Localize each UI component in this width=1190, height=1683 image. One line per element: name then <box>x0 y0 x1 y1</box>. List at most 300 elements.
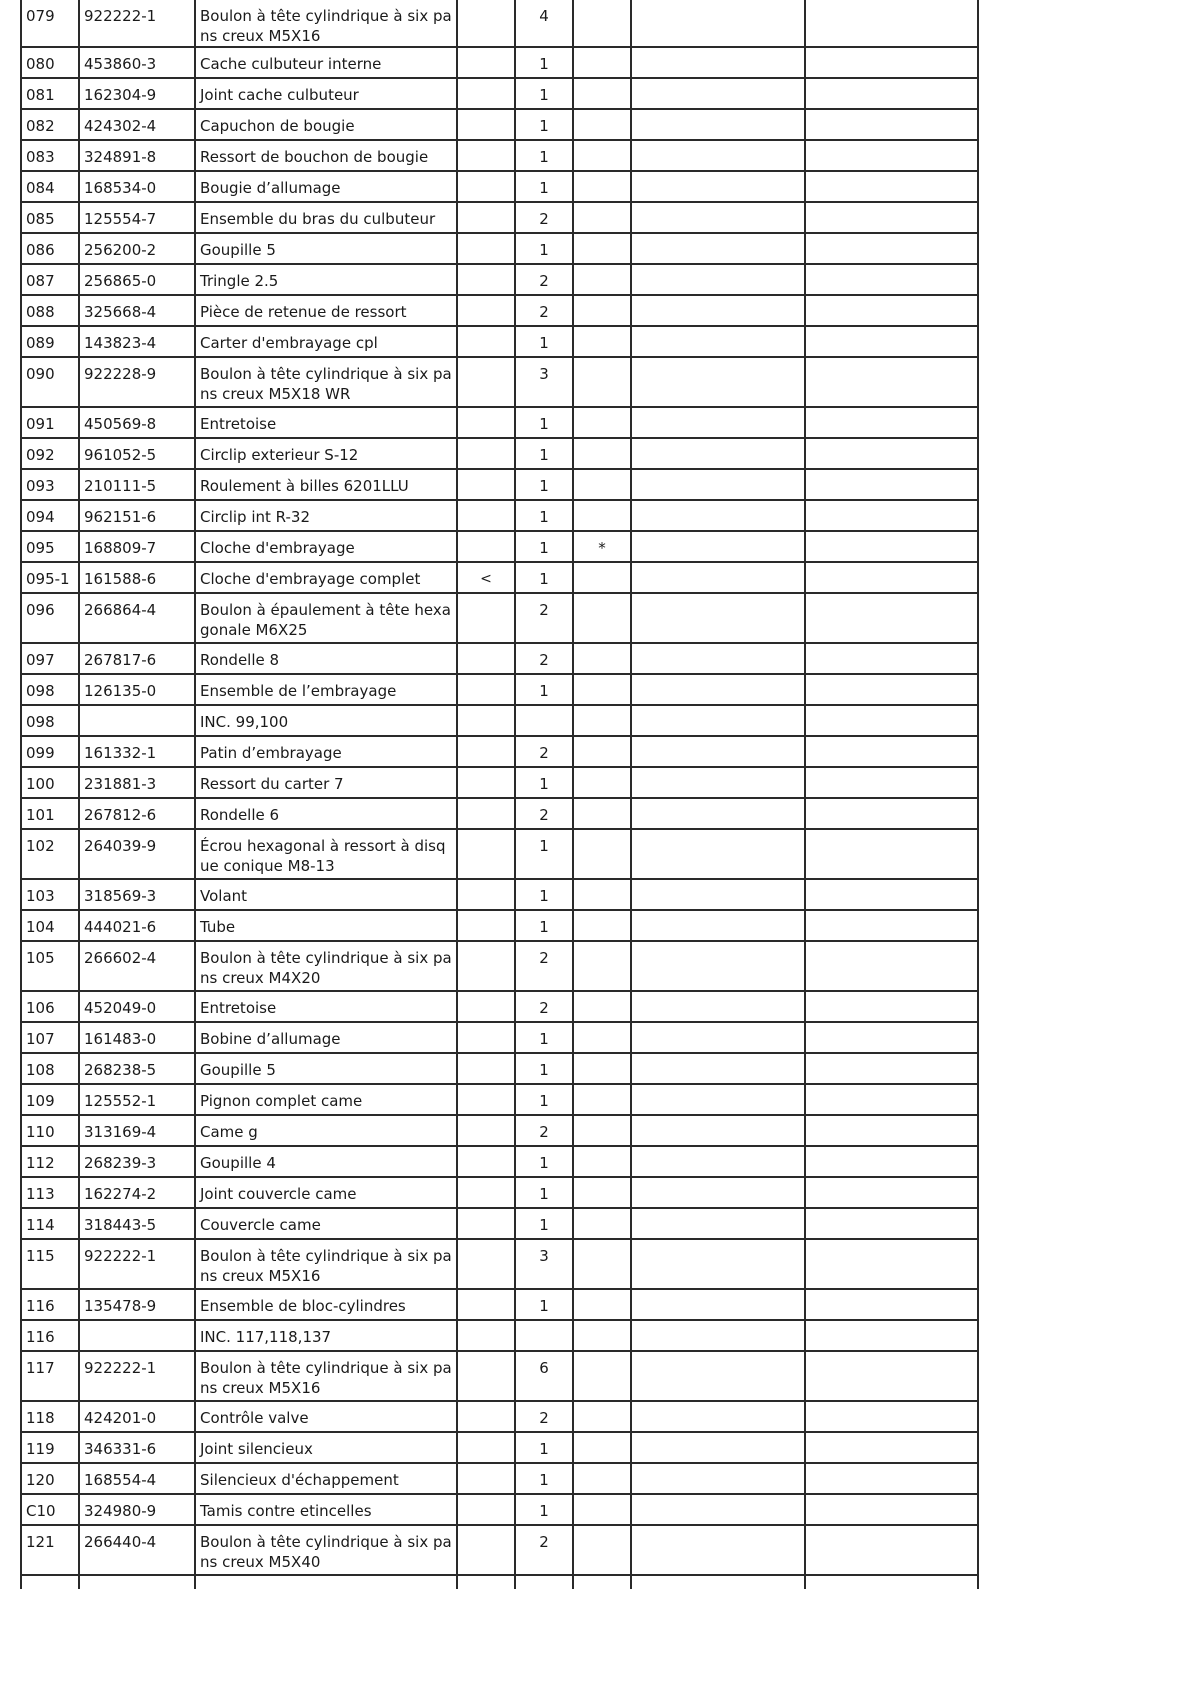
note-cell-text <box>574 768 630 774</box>
mark-cell-text <box>458 172 514 178</box>
part-code-cell-text: 162274-2 <box>84 1185 157 1203</box>
extra-column-2-cell <box>805 1053 978 1084</box>
part-code-cell-text: 922222-1 <box>84 7 157 25</box>
quantity-cell-text: 2 <box>539 744 549 762</box>
extra-column-2-cell-text <box>806 110 977 116</box>
table-row <box>21 1084 978 1115</box>
item-number-cell <box>21 991 79 1022</box>
note-cell <box>573 438 631 469</box>
description-cell-text: Pièce de retenue de ressort <box>200 303 407 321</box>
extra-column-2-cell <box>805 736 978 767</box>
extra-column-1-cell-text <box>632 1023 804 1029</box>
part-code-cell <box>79 171 195 202</box>
item-number-cell-text: 089 <box>26 334 55 352</box>
quantity-cell <box>515 1463 573 1494</box>
mark-cell <box>457 1463 515 1494</box>
description-cell <box>195 0 457 47</box>
extra-column-1-cell-text <box>632 1178 804 1184</box>
quantity-cell <box>515 910 573 941</box>
quantity-cell-text: 2 <box>539 806 549 824</box>
note-cell <box>573 1320 631 1351</box>
extra-column-2-cell <box>805 202 978 233</box>
table-row <box>21 438 978 469</box>
table-row <box>21 469 978 500</box>
item-number-cell <box>21 1494 79 1525</box>
mark-cell-text <box>458 1526 514 1532</box>
quantity-cell <box>515 407 573 438</box>
part-code-cell <box>79 407 195 438</box>
item-number-cell <box>21 531 79 562</box>
extra-column-2-cell-text <box>806 1464 977 1470</box>
mark-cell <box>457 1084 515 1115</box>
extra-column-1-cell-text <box>632 1352 804 1358</box>
mark-cell-text <box>458 1464 514 1470</box>
description-cell <box>195 357 457 407</box>
table-row <box>21 233 978 264</box>
extra-column-2-cell <box>805 674 978 705</box>
note-cell <box>573 357 631 407</box>
description-cell-text: Ressort de bouchon de bougie <box>200 148 429 166</box>
note-cell <box>573 500 631 531</box>
part-code-cell-text: 125554-7 <box>84 210 157 228</box>
description-cell-text: Goupille 5 <box>200 241 276 259</box>
mark-cell-text <box>458 830 514 836</box>
description-cell <box>195 500 457 531</box>
quantity-cell-text: 1 <box>539 477 549 495</box>
note-cell-text <box>574 203 630 209</box>
mark-cell <box>457 643 515 674</box>
description-cell <box>195 736 457 767</box>
mark-cell <box>457 357 515 407</box>
description-cell-text: Boulon à tête cylindrique à six pans creux M5X18 WR <box>200 365 452 403</box>
extra-column-1-cell <box>631 1084 805 1115</box>
note-cell-text <box>574 942 630 948</box>
table-row <box>21 1177 978 1208</box>
table-row <box>21 674 978 705</box>
item-number-cell <box>21 1022 79 1053</box>
table-row <box>21 1289 978 1320</box>
extra-column-1-cell <box>631 500 805 531</box>
description-cell-text: Cache culbuteur interne <box>200 55 382 73</box>
continuation-cell <box>805 1575 978 1589</box>
quantity-cell <box>515 1177 573 1208</box>
extra-column-2-cell <box>805 295 978 326</box>
mark-cell-text <box>458 79 514 85</box>
extra-column-1-cell-text <box>632 1402 804 1408</box>
quantity-cell-text: 1 <box>539 334 549 352</box>
mark-cell <box>457 1401 515 1432</box>
note-cell-text <box>574 1209 630 1215</box>
item-number-cell-text: 118 <box>26 1409 55 1427</box>
extra-column-2-cell-text <box>806 675 977 681</box>
quantity-cell-text: 1 <box>539 539 549 557</box>
part-code-cell-text: 125552-1 <box>84 1092 157 1110</box>
description-cell <box>195 326 457 357</box>
part-code-cell-text: 210111-5 <box>84 477 157 495</box>
part-code-cell <box>79 1208 195 1239</box>
mark-cell <box>457 1022 515 1053</box>
part-code-cell <box>79 438 195 469</box>
quantity-cell-text: 1 <box>539 1440 549 1458</box>
extra-column-1-cell-text <box>632 203 804 209</box>
mark-cell <box>457 407 515 438</box>
description-cell-text: Capuchon de bougie <box>200 117 355 135</box>
quantity-cell-text: 2 <box>539 651 549 669</box>
item-number-cell-text: 104 <box>26 918 55 936</box>
extra-column-1-cell <box>631 407 805 438</box>
extra-column-2-cell <box>805 326 978 357</box>
item-number-cell <box>21 1239 79 1289</box>
item-number-cell-text: 098 <box>26 682 55 700</box>
part-code-cell <box>79 357 195 407</box>
extra-column-1-cell <box>631 1208 805 1239</box>
note-cell <box>573 202 631 233</box>
mark-cell <box>457 1115 515 1146</box>
note-cell <box>573 1177 631 1208</box>
quantity-cell <box>515 674 573 705</box>
mark-cell <box>457 941 515 991</box>
extra-column-2-cell-text <box>806 1116 977 1122</box>
item-number-cell <box>21 171 79 202</box>
table-row <box>21 531 978 562</box>
mark-cell-text <box>458 768 514 774</box>
item-number-cell <box>21 78 79 109</box>
quantity-cell <box>515 140 573 171</box>
part-code-cell-text: 168809-7 <box>84 539 157 557</box>
quantity-cell <box>515 1351 573 1401</box>
extra-column-2-cell <box>805 1463 978 1494</box>
note-cell <box>573 0 631 47</box>
description-cell-text: Bougie d’allumage <box>200 179 341 197</box>
parts-list-table <box>20 0 979 1589</box>
note-cell <box>573 643 631 674</box>
description-cell <box>195 643 457 674</box>
description-cell-text: Goupille 4 <box>200 1154 276 1172</box>
table-row <box>21 736 978 767</box>
table-row <box>21 407 978 438</box>
extra-column-2-cell <box>805 1401 978 1432</box>
quantity-cell-text: 1 <box>539 241 549 259</box>
mark-cell <box>457 798 515 829</box>
quantity-cell-text: 1 <box>539 1471 549 1489</box>
extra-column-1-cell <box>631 140 805 171</box>
description-cell <box>195 78 457 109</box>
part-code-cell <box>79 767 195 798</box>
quantity-cell <box>515 643 573 674</box>
mark-cell-text <box>458 737 514 743</box>
extra-column-2-cell <box>805 407 978 438</box>
table-row <box>21 109 978 140</box>
quantity-cell-text: 2 <box>539 303 549 321</box>
quantity-cell-text: 1 <box>539 682 549 700</box>
item-number-cell <box>21 1463 79 1494</box>
item-number-cell <box>21 109 79 140</box>
extra-column-1-cell-text <box>632 172 804 178</box>
description-cell <box>195 1053 457 1084</box>
extra-column-1-cell-text <box>632 1433 804 1439</box>
item-number-cell-text: 106 <box>26 999 55 1017</box>
item-number-cell-text: 119 <box>26 1440 55 1458</box>
quantity-cell-text: 1 <box>539 775 549 793</box>
quantity-cell-text: 1 <box>539 1502 549 1520</box>
table-row <box>21 879 978 910</box>
table-row <box>21 1463 978 1494</box>
item-number-cell <box>21 879 79 910</box>
description-cell <box>195 798 457 829</box>
mark-cell-text <box>458 358 514 364</box>
item-number-cell <box>21 736 79 767</box>
part-code-cell <box>79 1084 195 1115</box>
item-number-cell-text: 081 <box>26 86 55 104</box>
quantity-cell <box>515 500 573 531</box>
note-cell-text <box>574 110 630 116</box>
mark-cell <box>457 1432 515 1463</box>
item-number-cell-text: 088 <box>26 303 55 321</box>
extra-column-1-cell <box>631 798 805 829</box>
extra-column-2-cell-text <box>806 1402 977 1408</box>
extra-column-2-cell-text <box>806 644 977 650</box>
quantity-cell-text: 1 <box>539 837 549 855</box>
extra-column-2-cell <box>805 798 978 829</box>
note-cell-text <box>574 501 630 507</box>
note-cell <box>573 78 631 109</box>
description-cell <box>195 1525 457 1575</box>
mark-cell <box>457 767 515 798</box>
mark-cell-text <box>458 408 514 414</box>
description-cell-text: INC. 99,100 <box>200 713 289 731</box>
item-number-cell-text: 092 <box>26 446 55 464</box>
note-cell-text <box>574 265 630 271</box>
part-code-cell-text: 268238-5 <box>84 1061 157 1079</box>
table-row <box>21 1525 978 1575</box>
mark-cell-text <box>458 470 514 476</box>
note-cell <box>573 171 631 202</box>
part-code-cell <box>79 295 195 326</box>
extra-column-1-cell-text <box>632 265 804 271</box>
extra-column-2-cell-text <box>806 141 977 147</box>
quantity-cell-text: 1 <box>539 1154 549 1172</box>
table-row <box>21 1320 978 1351</box>
part-code-cell <box>79 1320 195 1351</box>
item-number-cell-text: 086 <box>26 241 55 259</box>
description-cell <box>195 171 457 202</box>
extra-column-1-cell-text <box>632 110 804 116</box>
extra-column-1-cell-text <box>632 470 804 476</box>
extra-column-2-cell-text <box>806 1526 977 1532</box>
mark-cell-text <box>458 1178 514 1184</box>
note-cell <box>573 1401 631 1432</box>
extra-column-1-cell <box>631 469 805 500</box>
description-cell <box>195 109 457 140</box>
extra-column-1-cell-text <box>632 799 804 805</box>
extra-column-2-cell <box>805 1208 978 1239</box>
extra-column-2-cell-text <box>806 1495 977 1501</box>
quantity-cell-text: 1 <box>539 887 549 905</box>
part-code-cell-text: 256200-2 <box>84 241 157 259</box>
mark-cell <box>457 991 515 1022</box>
quantity-cell <box>515 798 573 829</box>
description-cell <box>195 202 457 233</box>
description-cell <box>195 233 457 264</box>
mark-cell <box>457 1320 515 1351</box>
extra-column-1-cell <box>631 1239 805 1289</box>
mark-cell-text <box>458 110 514 116</box>
item-number-cell-text: 120 <box>26 1471 55 1489</box>
note-cell-text <box>574 1321 630 1327</box>
extra-column-2-cell-text <box>806 1209 977 1215</box>
quantity-cell-text: 1 <box>539 179 549 197</box>
table-row <box>21 1022 978 1053</box>
part-code-cell-text: 324980-9 <box>84 1502 157 1520</box>
note-cell-text <box>574 992 630 998</box>
description-cell-text: Tube <box>200 918 236 936</box>
item-number-cell <box>21 1289 79 1320</box>
quantity-cell-text: 1 <box>539 1216 549 1234</box>
extra-column-1-cell-text <box>632 532 804 538</box>
note-cell-text <box>574 737 630 743</box>
extra-column-1-cell <box>631 1494 805 1525</box>
extra-column-2-cell <box>805 562 978 593</box>
extra-column-1-cell <box>631 879 805 910</box>
extra-column-2-cell <box>805 171 978 202</box>
extra-column-1-cell-text <box>632 644 804 650</box>
extra-column-1-cell <box>631 171 805 202</box>
description-cell-text: Boulon à tête cylindrique à six pans creux M4X20 <box>200 949 452 987</box>
description-cell <box>195 1401 457 1432</box>
item-number-cell <box>21 357 79 407</box>
note-cell <box>573 264 631 295</box>
part-code-cell-text: 135478-9 <box>84 1297 157 1315</box>
extra-column-1-cell-text <box>632 1495 804 1501</box>
quantity-cell-text: 2 <box>539 272 549 290</box>
quantity-cell <box>515 562 573 593</box>
item-number-cell-text: 094 <box>26 508 55 526</box>
part-code-cell-text: 346331-6 <box>84 1440 157 1458</box>
extra-column-2-cell <box>805 1494 978 1525</box>
part-code-cell-text: 267817-6 <box>84 651 157 669</box>
mark-cell <box>457 1494 515 1525</box>
description-cell <box>195 295 457 326</box>
extra-column-1-cell <box>631 1320 805 1351</box>
item-number-cell <box>21 0 79 47</box>
extra-column-2-cell <box>805 1177 978 1208</box>
mark-cell <box>457 140 515 171</box>
part-code-cell-text: 922228-9 <box>84 365 157 383</box>
item-number-cell <box>21 1115 79 1146</box>
mark-cell <box>457 562 515 593</box>
extra-column-1-cell <box>631 1177 805 1208</box>
table-row <box>21 593 978 643</box>
item-number-cell-text: 112 <box>26 1154 55 1172</box>
note-cell <box>573 1289 631 1320</box>
note-cell-text <box>574 1178 630 1184</box>
mark-cell-text <box>458 1054 514 1060</box>
table-row <box>21 767 978 798</box>
extra-column-2-cell-text <box>806 1023 977 1029</box>
description-cell <box>195 879 457 910</box>
mark-cell <box>457 47 515 78</box>
description-cell-text: Volant <box>200 887 248 905</box>
extra-column-1-cell <box>631 357 805 407</box>
extra-column-2-cell <box>805 593 978 643</box>
part-code-cell-text: 444021-6 <box>84 918 157 936</box>
mark-cell-text <box>458 1352 514 1358</box>
part-code-cell <box>79 1401 195 1432</box>
note-cell-text <box>574 1147 630 1153</box>
table-row <box>21 1494 978 1525</box>
part-code-cell-text <box>80 1321 194 1327</box>
extra-column-2-cell <box>805 941 978 991</box>
extra-column-2-cell-text <box>806 265 977 271</box>
quantity-cell <box>515 1146 573 1177</box>
mark-cell <box>457 202 515 233</box>
extra-column-1-cell <box>631 0 805 47</box>
item-number-cell-text: 080 <box>26 55 55 73</box>
item-number-cell-text: 108 <box>26 1061 55 1079</box>
part-code-cell-text: 961052-5 <box>84 446 157 464</box>
item-number-cell <box>21 233 79 264</box>
mark-cell <box>457 0 515 47</box>
extra-column-1-cell-text <box>632 1085 804 1091</box>
part-code-cell <box>79 326 195 357</box>
description-cell <box>195 1320 457 1351</box>
note-cell <box>573 736 631 767</box>
description-cell <box>195 407 457 438</box>
part-code-cell <box>79 941 195 991</box>
quantity-cell-text: 2 <box>539 1123 549 1141</box>
mark-cell-text <box>458 880 514 886</box>
description-cell <box>195 47 457 78</box>
note-cell-text <box>574 880 630 886</box>
item-number-cell <box>21 1146 79 1177</box>
extra-column-1-cell <box>631 1146 805 1177</box>
extra-column-2-cell <box>805 47 978 78</box>
table-row <box>21 357 978 407</box>
table-row <box>21 202 978 233</box>
extra-column-2-cell-text <box>806 203 977 209</box>
item-number-cell-text: 085 <box>26 210 55 228</box>
note-cell <box>573 326 631 357</box>
extra-column-2-cell-text <box>806 1290 977 1296</box>
table-row <box>21 78 978 109</box>
quantity-cell-text: 2 <box>539 1533 549 1551</box>
note-cell-text <box>574 911 630 917</box>
item-number-cell-text: 110 <box>26 1123 55 1141</box>
part-code-cell <box>79 1432 195 1463</box>
quantity-cell <box>515 879 573 910</box>
description-cell <box>195 705 457 736</box>
part-code-cell <box>79 264 195 295</box>
table-row <box>21 798 978 829</box>
note-cell <box>573 47 631 78</box>
note-cell <box>573 1146 631 1177</box>
extra-column-2-cell-text <box>806 992 977 998</box>
part-code-cell-text: 267812-6 <box>84 806 157 824</box>
note-cell <box>573 593 631 643</box>
mark-cell <box>457 326 515 357</box>
extra-column-1-cell <box>631 109 805 140</box>
table-row <box>21 1401 978 1432</box>
part-code-cell <box>79 562 195 593</box>
extra-column-2-cell <box>805 1239 978 1289</box>
note-cell-text <box>574 830 630 836</box>
part-code-cell <box>79 1022 195 1053</box>
item-number-cell-text: 099 <box>26 744 55 762</box>
table-row <box>21 643 978 674</box>
item-number-cell-text: 082 <box>26 117 55 135</box>
extra-column-2-cell-text <box>806 470 977 476</box>
part-code-cell-text: 324891-8 <box>84 148 157 166</box>
